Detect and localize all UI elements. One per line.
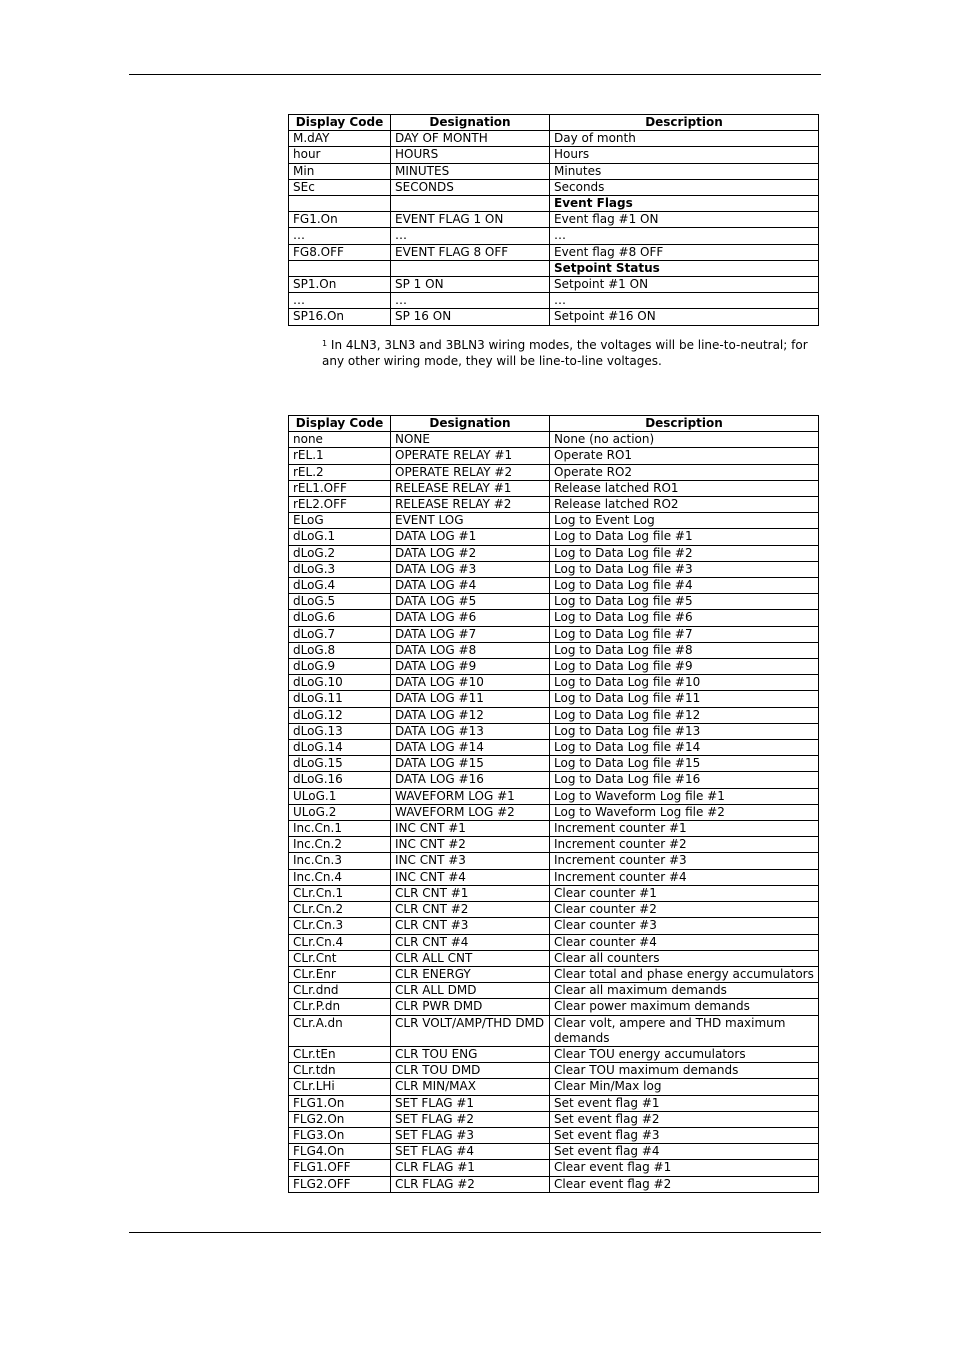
column-header-description: Description (550, 416, 819, 432)
table-row (289, 497, 819, 513)
description-cell: Clear all counters (550, 950, 819, 966)
display-code-cell: dLoG.4 (289, 578, 391, 594)
display-code-cell: FLG1.On (289, 1095, 391, 1111)
table-row (289, 934, 819, 950)
designation-cell: DATA LOG #7 (391, 626, 550, 642)
designation-cell: DATA LOG #11 (391, 691, 550, 707)
description-cell: Clear counter #4 (550, 934, 819, 950)
display-code-cell: CLr.tEn (289, 1046, 391, 1062)
footnote-text: In 4LN3, 3LN3 and 3BLN3 wiring modes, the voltages will be line-to-neutral; for any other wiring mode, they will be line-to-line voltages. (322, 338, 808, 368)
description-cell: Log to Event Log (550, 513, 819, 529)
display-code-cell: ULoG.1 (289, 788, 391, 804)
table-row (289, 723, 819, 739)
table-body (289, 432, 819, 1193)
designation-cell: SECONDS (391, 179, 550, 195)
description-cell: Clear volt, ampere and THD maximum demands (550, 1015, 819, 1046)
designation-cell: CLR PWR DMD (391, 999, 550, 1015)
designation-cell: DATA LOG #5 (391, 594, 550, 610)
display-code-cell: dLoG.15 (289, 756, 391, 772)
table-row (289, 163, 819, 179)
description-cell: Log to Waveform Log file #1 (550, 788, 819, 804)
description-cell: Clear all maximum demands (550, 983, 819, 999)
display-code-cell: CLr.Cn.3 (289, 918, 391, 934)
designation-cell: DATA LOG #16 (391, 772, 550, 788)
display-code-cell: FLG1.OFF (289, 1160, 391, 1176)
description-cell: … (550, 293, 819, 309)
designation-cell: DATA LOG #15 (391, 756, 550, 772)
table-row (289, 147, 819, 163)
designation-cell: … (391, 293, 550, 309)
table-row (289, 561, 819, 577)
description-cell: Log to Waveform Log file #2 (550, 804, 819, 820)
description-cell: Log to Data Log file #4 (550, 578, 819, 594)
designation-cell: CLR FLAG #1 (391, 1160, 550, 1176)
designation-cell: CLR TOU DMD (391, 1063, 550, 1079)
description-cell: Set event flag #1 (550, 1095, 819, 1111)
designation-cell: CLR ALL CNT (391, 950, 550, 966)
table-row (289, 788, 819, 804)
description-cell: Log to Data Log file #7 (550, 626, 819, 642)
description-cell: Clear event flag #1 (550, 1160, 819, 1176)
display-code-cell: ELoG (289, 513, 391, 529)
description-cell: Event flag #8 OFF (550, 244, 819, 260)
description-cell: Clear power maximum demands (550, 999, 819, 1015)
description-cell: Clear event flag #2 (550, 1176, 819, 1192)
designation-cell: DATA LOG #13 (391, 723, 550, 739)
description-cell: Day of month (550, 131, 819, 147)
designation-cell: CLR CNT #3 (391, 918, 550, 934)
description-cell: Log to Data Log file #11 (550, 691, 819, 707)
display-code-cell: dLoG.6 (289, 610, 391, 626)
designation-cell: DATA LOG #4 (391, 578, 550, 594)
table-header-row (289, 416, 819, 432)
table-row (289, 1015, 819, 1046)
display-code-cell: none (289, 432, 391, 448)
description-cell: Release latched RO1 (550, 480, 819, 496)
designation-cell: SP 1 ON (391, 277, 550, 293)
display-code-cell: CLr.Cn.4 (289, 934, 391, 950)
table-row (289, 1111, 819, 1127)
display-code-cell: dLoG.9 (289, 659, 391, 675)
table-row (289, 821, 819, 837)
column-header-designation: Designation (391, 115, 550, 131)
table-row (289, 966, 819, 982)
table-row (289, 1160, 819, 1176)
display-code-cell: FLG3.On (289, 1127, 391, 1143)
table-row (289, 131, 819, 147)
display-code-cell: ULoG.2 (289, 804, 391, 820)
section-heading-cell: Setpoint Status (550, 260, 819, 276)
table-row (289, 1046, 819, 1062)
description-cell: None (no action) (550, 432, 819, 448)
table-row (289, 594, 819, 610)
display-code-cell: CLr.Enr (289, 966, 391, 982)
designation-cell: CLR ENERGY (391, 966, 550, 982)
display-code-cell: rEL2.OFF (289, 497, 391, 513)
designation-cell: WAVEFORM LOG #1 (391, 788, 550, 804)
display-code-cell: SEc (289, 179, 391, 195)
display-code-cell: dLoG.16 (289, 772, 391, 788)
table-row (289, 212, 819, 228)
table-row (289, 999, 819, 1015)
display-code-cell: SP16.On (289, 309, 391, 325)
table-row (289, 1176, 819, 1192)
table-row (289, 228, 819, 244)
column-header-designation: Designation (391, 416, 550, 432)
description-cell: Log to Data Log file #5 (550, 594, 819, 610)
designation-cell: NONE (391, 432, 550, 448)
table-row (289, 432, 819, 448)
description-cell: Clear counter #1 (550, 885, 819, 901)
designation-cell: DATA LOG #8 (391, 642, 550, 658)
table-row (289, 513, 819, 529)
footer-rule (129, 1232, 821, 1233)
designation-cell (391, 196, 550, 212)
display-code-cell: dLoG.14 (289, 740, 391, 756)
designation-cell: EVENT LOG (391, 513, 550, 529)
designation-cell: EVENT FLAG 1 ON (391, 212, 550, 228)
designation-cell: HOURS (391, 147, 550, 163)
table-header-row (289, 115, 819, 131)
display-code-cell: Min (289, 163, 391, 179)
description-cell: Setpoint #1 ON (550, 277, 819, 293)
designation-cell: INC CNT #3 (391, 853, 550, 869)
description-cell: Increment counter #1 (550, 821, 819, 837)
description-cell: Log to Data Log file #9 (550, 659, 819, 675)
designation-cell: SET FLAG #3 (391, 1127, 550, 1143)
section-row (289, 260, 819, 276)
display-code-cell: CLr.A.dn (289, 1015, 391, 1046)
table-body (289, 131, 819, 325)
table-row (289, 464, 819, 480)
display-code-cell: CLr.P.dn (289, 999, 391, 1015)
description-cell: Log to Data Log file #12 (550, 707, 819, 723)
designation-cell: INC CNT #1 (391, 821, 550, 837)
designation-cell: CLR CNT #1 (391, 885, 550, 901)
description-cell: Log to Data Log file #13 (550, 723, 819, 739)
footnote (322, 337, 818, 369)
display-code-cell: … (289, 293, 391, 309)
display-code-cell: dLoG.10 (289, 675, 391, 691)
table-row (289, 1063, 819, 1079)
display-code-cell: FLG2.On (289, 1111, 391, 1127)
display-code-cell: dLoG.2 (289, 545, 391, 561)
table-row (289, 756, 819, 772)
section-heading-cell: Event Flags (550, 196, 819, 212)
designation-cell: DATA LOG #3 (391, 561, 550, 577)
display-code-cell: dLoG.12 (289, 707, 391, 723)
table-row (289, 179, 819, 195)
table-row (289, 837, 819, 853)
table-row (289, 293, 819, 309)
designation-cell: RELEASE RELAY #2 (391, 497, 550, 513)
description-cell: Log to Data Log file #14 (550, 740, 819, 756)
display-code-cell: rEL1.OFF (289, 480, 391, 496)
display-code-cell: Inc.Cn.1 (289, 821, 391, 837)
display-code-cell (289, 196, 391, 212)
table-row (289, 804, 819, 820)
display-code-cell: dLoG.7 (289, 626, 391, 642)
description-cell: Log to Data Log file #16 (550, 772, 819, 788)
table-row (289, 545, 819, 561)
display-code-cell: CLr.tdn (289, 1063, 391, 1079)
designation-cell: INC CNT #2 (391, 837, 550, 853)
designation-cell: SET FLAG #4 (391, 1144, 550, 1160)
table-row (289, 529, 819, 545)
description-cell: Set event flag #4 (550, 1144, 819, 1160)
display-code-cell (289, 260, 391, 276)
description-cell: Increment counter #2 (550, 837, 819, 853)
display-code-cell: Inc.Cn.3 (289, 853, 391, 869)
designation-cell: DATA LOG #14 (391, 740, 550, 756)
designation-cell: DATA LOG #6 (391, 610, 550, 626)
description-cell: Clear TOU energy accumulators (550, 1046, 819, 1062)
table-row (289, 772, 819, 788)
display-code-cell: rEL.2 (289, 464, 391, 480)
description-cell: Release latched RO2 (550, 497, 819, 513)
table-row (289, 853, 819, 869)
description-cell: Log to Data Log file #10 (550, 675, 819, 691)
description-cell: Log to Data Log file #1 (550, 529, 819, 545)
designation-cell: CLR CNT #4 (391, 934, 550, 950)
display-code-cell: CLr.LHi (289, 1079, 391, 1095)
display-code-cell: FG1.On (289, 212, 391, 228)
display-code-cell: SP1.On (289, 277, 391, 293)
table-row (289, 983, 819, 999)
table-row (289, 1095, 819, 1111)
table-row (289, 950, 819, 966)
table-row (289, 869, 819, 885)
designation-cell: DATA LOG #1 (391, 529, 550, 545)
description-cell: Set event flag #3 (550, 1127, 819, 1143)
description-cell: Log to Data Log file #2 (550, 545, 819, 561)
display-codes-table-1 (288, 114, 819, 326)
description-cell: Log to Data Log file #3 (550, 561, 819, 577)
table-row (289, 448, 819, 464)
table-row (289, 659, 819, 675)
table-row (289, 480, 819, 496)
designation-cell: INC CNT #4 (391, 869, 550, 885)
column-header-display-code: Display Code (289, 416, 391, 432)
designation-cell: SET FLAG #2 (391, 1111, 550, 1127)
table-row (289, 244, 819, 260)
table-row (289, 1144, 819, 1160)
description-cell: … (550, 228, 819, 244)
designation-cell: SET FLAG #1 (391, 1095, 550, 1111)
description-cell: Clear total and phase energy accumulators (550, 966, 819, 982)
description-cell: Minutes (550, 163, 819, 179)
designation-cell: OPERATE RELAY #2 (391, 464, 550, 480)
designation-cell: SP 16 ON (391, 309, 550, 325)
display-code-cell: dLoG.8 (289, 642, 391, 658)
display-code-cell: dLoG.5 (289, 594, 391, 610)
description-cell: Log to Data Log file #6 (550, 610, 819, 626)
designation-cell: … (391, 228, 550, 244)
description-cell: Hours (550, 147, 819, 163)
table-row (289, 675, 819, 691)
designation-cell: DATA LOG #10 (391, 675, 550, 691)
table-row (289, 707, 819, 723)
table-row (289, 918, 819, 934)
designation-cell: CLR TOU ENG (391, 1046, 550, 1062)
description-cell: Log to Data Log file #8 (550, 642, 819, 658)
designation-cell: DAY OF MONTH (391, 131, 550, 147)
designation-cell: WAVEFORM LOG #2 (391, 804, 550, 820)
display-code-cell: hour (289, 147, 391, 163)
description-cell: Increment counter #4 (550, 869, 819, 885)
designation-cell: DATA LOG #9 (391, 659, 550, 675)
header-rule (129, 74, 821, 75)
display-code-cell: FLG2.OFF (289, 1176, 391, 1192)
description-cell: Clear counter #3 (550, 918, 819, 934)
display-code-cell: … (289, 228, 391, 244)
table-row (289, 642, 819, 658)
description-cell: Set event flag #2 (550, 1111, 819, 1127)
table-row (289, 1079, 819, 1095)
designation-cell: MINUTES (391, 163, 550, 179)
section-row (289, 196, 819, 212)
description-cell: Seconds (550, 179, 819, 195)
description-cell: Clear TOU maximum demands (550, 1063, 819, 1079)
column-header-display-code: Display Code (289, 115, 391, 131)
description-cell: Operate RO1 (550, 448, 819, 464)
designation-cell: DATA LOG #2 (391, 545, 550, 561)
designation-cell: DATA LOG #12 (391, 707, 550, 723)
footnote-marker: 1 (322, 339, 328, 348)
designation-cell: RELEASE RELAY #1 (391, 480, 550, 496)
table-row (289, 740, 819, 756)
display-code-cell: dLoG.13 (289, 723, 391, 739)
table-row (289, 626, 819, 642)
description-cell: Operate RO2 (550, 464, 819, 480)
table-row (289, 578, 819, 594)
designation-cell: OPERATE RELAY #1 (391, 448, 550, 464)
table-row (289, 309, 819, 325)
table-row (289, 277, 819, 293)
display-code-cell: CLr.Cnt (289, 950, 391, 966)
table-row (289, 885, 819, 901)
table-row (289, 691, 819, 707)
table-row (289, 1127, 819, 1143)
table-row (289, 610, 819, 626)
table-row (289, 902, 819, 918)
description-cell: Clear counter #2 (550, 902, 819, 918)
designation-cell: CLR MIN/MAX (391, 1079, 550, 1095)
display-code-cell: Inc.Cn.2 (289, 837, 391, 853)
display-code-cell: dLoG.11 (289, 691, 391, 707)
designation-cell: CLR VOLT/AMP/THD DMD (391, 1015, 550, 1046)
display-code-cell: dLoG.1 (289, 529, 391, 545)
display-code-cell: CLr.Cn.2 (289, 902, 391, 918)
display-code-cell: M.dAY (289, 131, 391, 147)
designation-cell: EVENT FLAG 8 OFF (391, 244, 550, 260)
display-code-cell: CLr.Cn.1 (289, 885, 391, 901)
column-header-description: Description (550, 115, 819, 131)
description-cell: Setpoint #16 ON (550, 309, 819, 325)
display-codes-table-2 (288, 415, 819, 1193)
description-cell: Clear Min/Max log (550, 1079, 819, 1095)
description-cell: Log to Data Log file #15 (550, 756, 819, 772)
display-code-cell: CLr.dnd (289, 983, 391, 999)
designation-cell: CLR CNT #2 (391, 902, 550, 918)
description-cell: Increment counter #3 (550, 853, 819, 869)
display-code-cell: rEL.1 (289, 448, 391, 464)
display-code-cell: FLG4.On (289, 1144, 391, 1160)
designation-cell: CLR FLAG #2 (391, 1176, 550, 1192)
display-code-cell: FG8.OFF (289, 244, 391, 260)
display-code-cell: Inc.Cn.4 (289, 869, 391, 885)
designation-cell (391, 260, 550, 276)
description-cell: Event flag #1 ON (550, 212, 819, 228)
designation-cell: CLR ALL DMD (391, 983, 550, 999)
display-code-cell: dLoG.3 (289, 561, 391, 577)
